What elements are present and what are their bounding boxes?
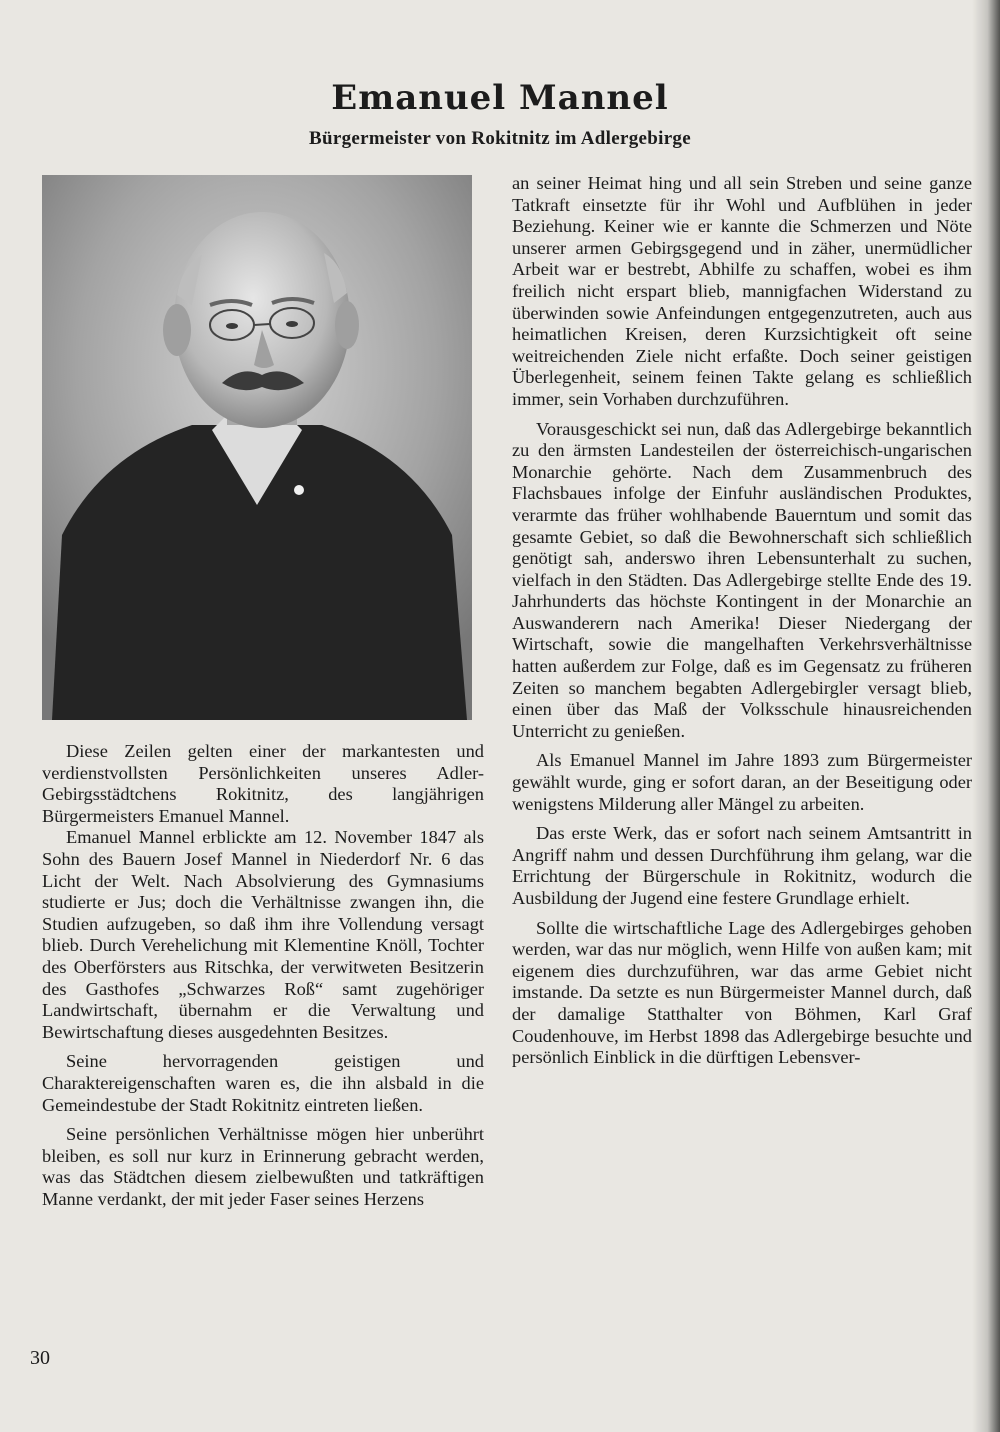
paragraph: Seine hervorragenden geistigen und Charaktereigenschaften waren es, die ihn alsbald in die Gemeindestube der Stadt Rokitnitz eintreten ließen. bbox=[42, 1051, 484, 1115]
paragraph: Seine persönlichen Verhältnisse mögen hier unberührt bleiben, es soll nur kurz in Erinnerung gebracht werden, was das Städtchen diesem zielbewußten und tatkräftigen Manne verdankt, der mit jeder Faser seines Herzens bbox=[42, 1124, 484, 1209]
paragraph: Als Emanuel Mannel im Jahre 1893 zum Bürgermeister gewählt wurde, ging er sofort daran, an der Beseitigung oder wenigstens Milderung aller Mängel zu arbeiten. bbox=[512, 750, 972, 814]
paragraph: Sollte die wirtschaftliche Lage des Adlergebirges gehoben werden, war das nur möglich, wenn Hilfe von außen kam; mit eigenem dies durchzuführen, war das arme Gebiet nicht imstande. Da setzte es nun Bürgermeister Mannel durch, daß der damalige Statthalter von Böhmen, Karl Graf Coudenhouve, im Herbst 1898 das Adlergebirge besuchte und persönlich Einblick in die dürftigen Lebensver- bbox=[512, 917, 972, 1068]
paragraph: Vorausgeschickt sei nun, daß das Adlergebirge bekanntlich zu den ärmsten Landesteilen der österreichisch-ungarischen Monarchie gehörte. Nach dem Zusammenbruch des Flachsbaues infolge der Einfuhr ausländischen Produktes, verarmte das früher wohlhabende Bauerntum und somit das gesamte Gebiet, so daß die Bewohnerschaft sich schließlich genötigt sah, anderswo ihren Lebensunterhalt zu suchen, vielfach in den Städten. Das Adlergebirge stellte Ende des 19. Jahrhunderts das höchste Kontingent in der Monarchie an Auswanderern nach Amerika! Dieser Niedergang der Wirtschaft, sowie die mangelhaften Verkehrsverhältnisse hatten außerdem zur Folge, daß es im Gegensatz zu früheren Zeiten so manchem begabten Adlergebirgler versagt blieb, einen über das Maß der Volksschule hinausreichenden Unterricht zu genießen. bbox=[512, 418, 972, 741]
page-subtitle: Bürgermeister von Rokitnitz im Adlergebirge bbox=[309, 128, 691, 149]
paragraph: Emanuel Mannel erblickte am 12. November 1847 als Sohn des Bauern Josef Mannel in Niederdorf Nr. 6 das Licht der Welt. Nach Absolvierung des Gymnasiums studierte er Jus; doch die Verhältnisse zwangen ihn, die Studien aufzugeben, so daß ihm ihre Vollendung versagt blieb. Durch Verehelichung mit Klementine Knöll, Tochter des Oberförsters aus Ritschka, der verwitweten Besitzerin des Gasthofes „Schwarzes Roß“ samt zugehöriger Landwirtschaft, übernahm er die Verwaltung und Bewirtschaftung dieses ausgedehnten Besitzes. bbox=[42, 827, 484, 1042]
text-column-left bbox=[42, 741, 484, 1210]
paragraph: Diese Zeilen gelten einer der markantesten und verdienstvollsten Persönlichkeiten unseres Adler-Gebirgsstädtchens Rokitnitz, des langjährigen Bürgermeisters Emanuel Mannel. bbox=[42, 741, 484, 826]
page-title: Emanuel Mannel bbox=[331, 78, 669, 118]
page-edge-shadow bbox=[972, 0, 1000, 1432]
text-column-right bbox=[512, 173, 972, 1069]
portrait-photo bbox=[42, 175, 472, 720]
page-number: 30 bbox=[30, 1347, 50, 1369]
portrait-illustration bbox=[42, 175, 472, 720]
paragraph: an seiner Heimat hing und all sein Streben und seine ganze Tatkraft einsetzte für ihr Wohl und Aufblühen in jeder Beziehung. Keiner wie er kannte die Schmerzen und Nöte unserer armen Gebirgsgegend und in zäher, unermüdlicher Arbeit war er bestrebt, Abhilfe zu schaffen, wobei es ihm freilich nicht erspart blieb, mannigfachen Widerstand zu überwinden sowie Anfeindungen entgegenzutreten, auch aus heimatlichen Kreisen, deren Kurzsichtigkeit oft seine weitreichenden Ziele nicht erfaßte. Doch seiner geistigen Überlegenheit, seinem feinen Takte gelang es schließlich immer, sein Vorhaben durchzuführen. bbox=[512, 173, 972, 409]
paragraph: Das erste Werk, das er sofort nach seinem Amtsantritt in Angriff nahm und dessen Durchführung ihm gelang, war die Errichtung der Bürgerschule in Rokitnitz, wodurch die Ausbildung der Jugend eine festere Grundlage erhielt. bbox=[512, 823, 972, 908]
